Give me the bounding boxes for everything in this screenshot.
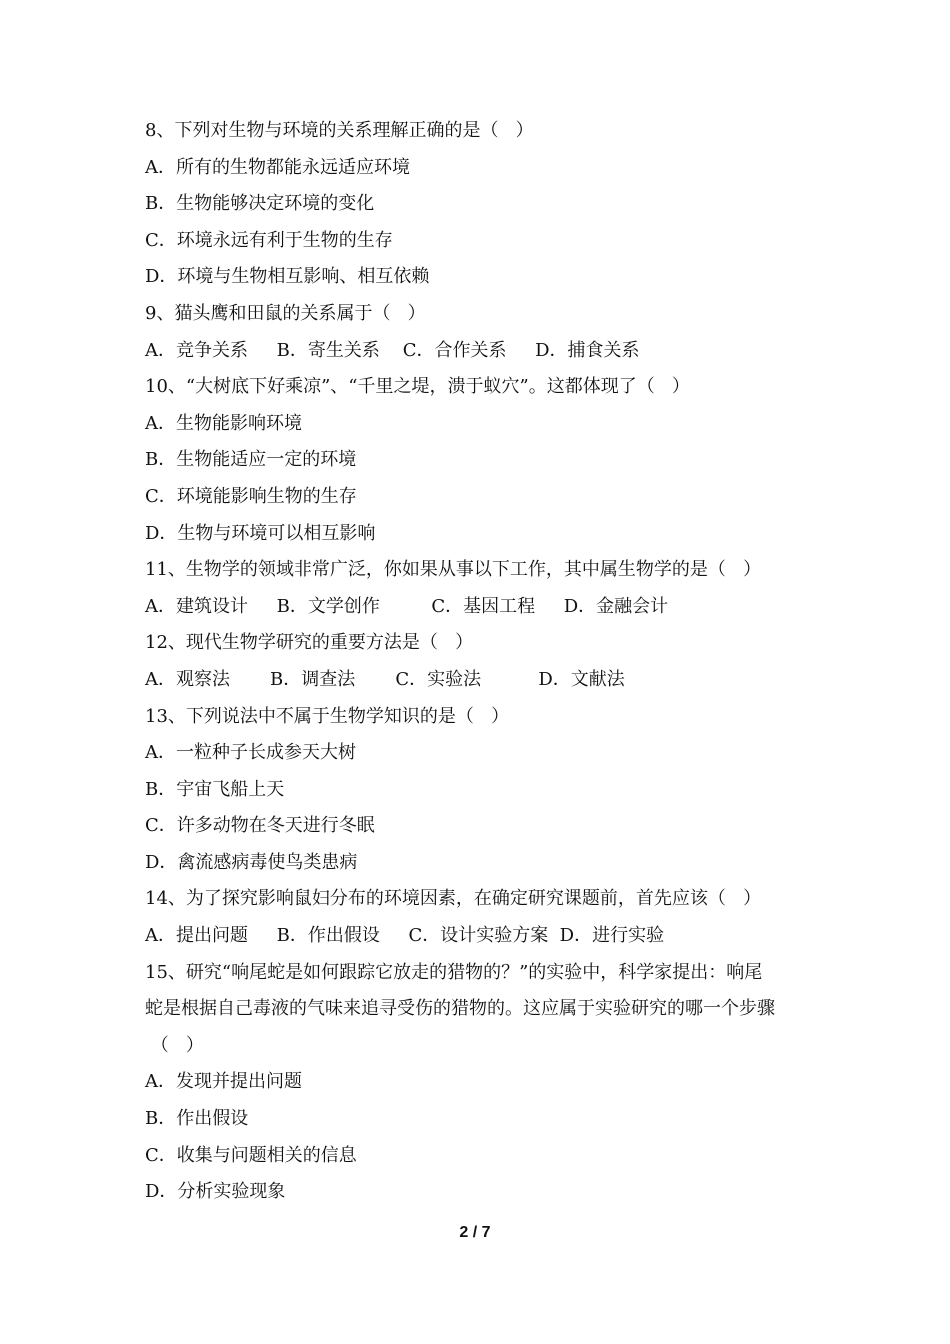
option-d: D．生物与环境可以相互影响	[145, 522, 376, 544]
option-b: B．生物能适应一定的环境	[145, 449, 357, 471]
option-b: B．宇宙飞船上天	[145, 778, 285, 800]
question-stem: 10、“大树底下好乘凉”、“千里之堤，溃于蚁穴”。这都体现了（ ）	[145, 376, 690, 398]
question-stem: 9、猫头鹰和田鼠的关系属于（ ）	[145, 302, 426, 324]
question-stem: 14、为了探究影响鼠妇分布的环境因素，在确定研究课题前，首先应该（ ）	[145, 888, 762, 910]
option-c: C．许多动物在冬天进行冬眠	[145, 815, 375, 837]
question-stem: 8、下列对生物与环境的关系理解正确的是（ ）	[145, 120, 534, 141]
question-stem: 13、下列说法中不属于生物学知识的是（ ）	[145, 705, 510, 727]
question-stem-line: 蛇是根据自己毒液的气味来追寻受伤的猎物的。这应属于实验研究的哪一个步骤	[145, 998, 775, 1020]
option-b: B．生物能够决定环境的变化	[145, 193, 375, 215]
option-a: A．发现并提出问题	[145, 1071, 302, 1093]
question-list	[145, 113, 813, 1211]
option-a: A．所有的生物都能永远适应环境	[145, 156, 410, 178]
option-a: A．一粒种子长成参天大树	[145, 742, 356, 764]
question-stem-line: （ ）	[145, 1034, 204, 1056]
option-a: A．生物能影响环境	[145, 412, 302, 434]
option-d: D．环境与生物相互影响、相互依赖	[145, 266, 430, 288]
option-c: C．收集与问题相关的信息	[145, 1144, 357, 1166]
option-d: D．禽流感病毒使鸟类患病	[145, 851, 358, 873]
options-line: A．观察法 B．调查法 C．实验法 D．文献法	[145, 668, 625, 690]
option-c: C．环境能影响生物的生存	[145, 485, 357, 507]
question-stem-line: 15、研究“响尾蛇是如何跟踪它放走的猎物的？”的实验中，科学家提出：响尾	[145, 961, 763, 983]
options-line: A．竞争关系 B．寄生关系 C．合作关系 D．捕食关系	[145, 339, 640, 361]
page-number: 2 / 7	[459, 1224, 491, 1241]
option-b: B．作出假设	[145, 1108, 249, 1130]
option-d: D．分析实验现象	[145, 1181, 286, 1203]
question-stem: 11、生物学的领域非常广泛，你如果从事以下工作，其中属生物学的是（ ）	[145, 559, 762, 581]
question-stem: 12、现代生物学研究的重要方法是（ ）	[145, 632, 474, 654]
option-c: C．环境永远有利于生物的生存	[145, 229, 393, 251]
options-line: A．提出问题 B．作出假设 C．设计实验方案 D．进行实验	[145, 925, 665, 947]
options-line: A．建筑设计 B．文学创作 C．基因工程 D．金融会计	[145, 595, 669, 617]
